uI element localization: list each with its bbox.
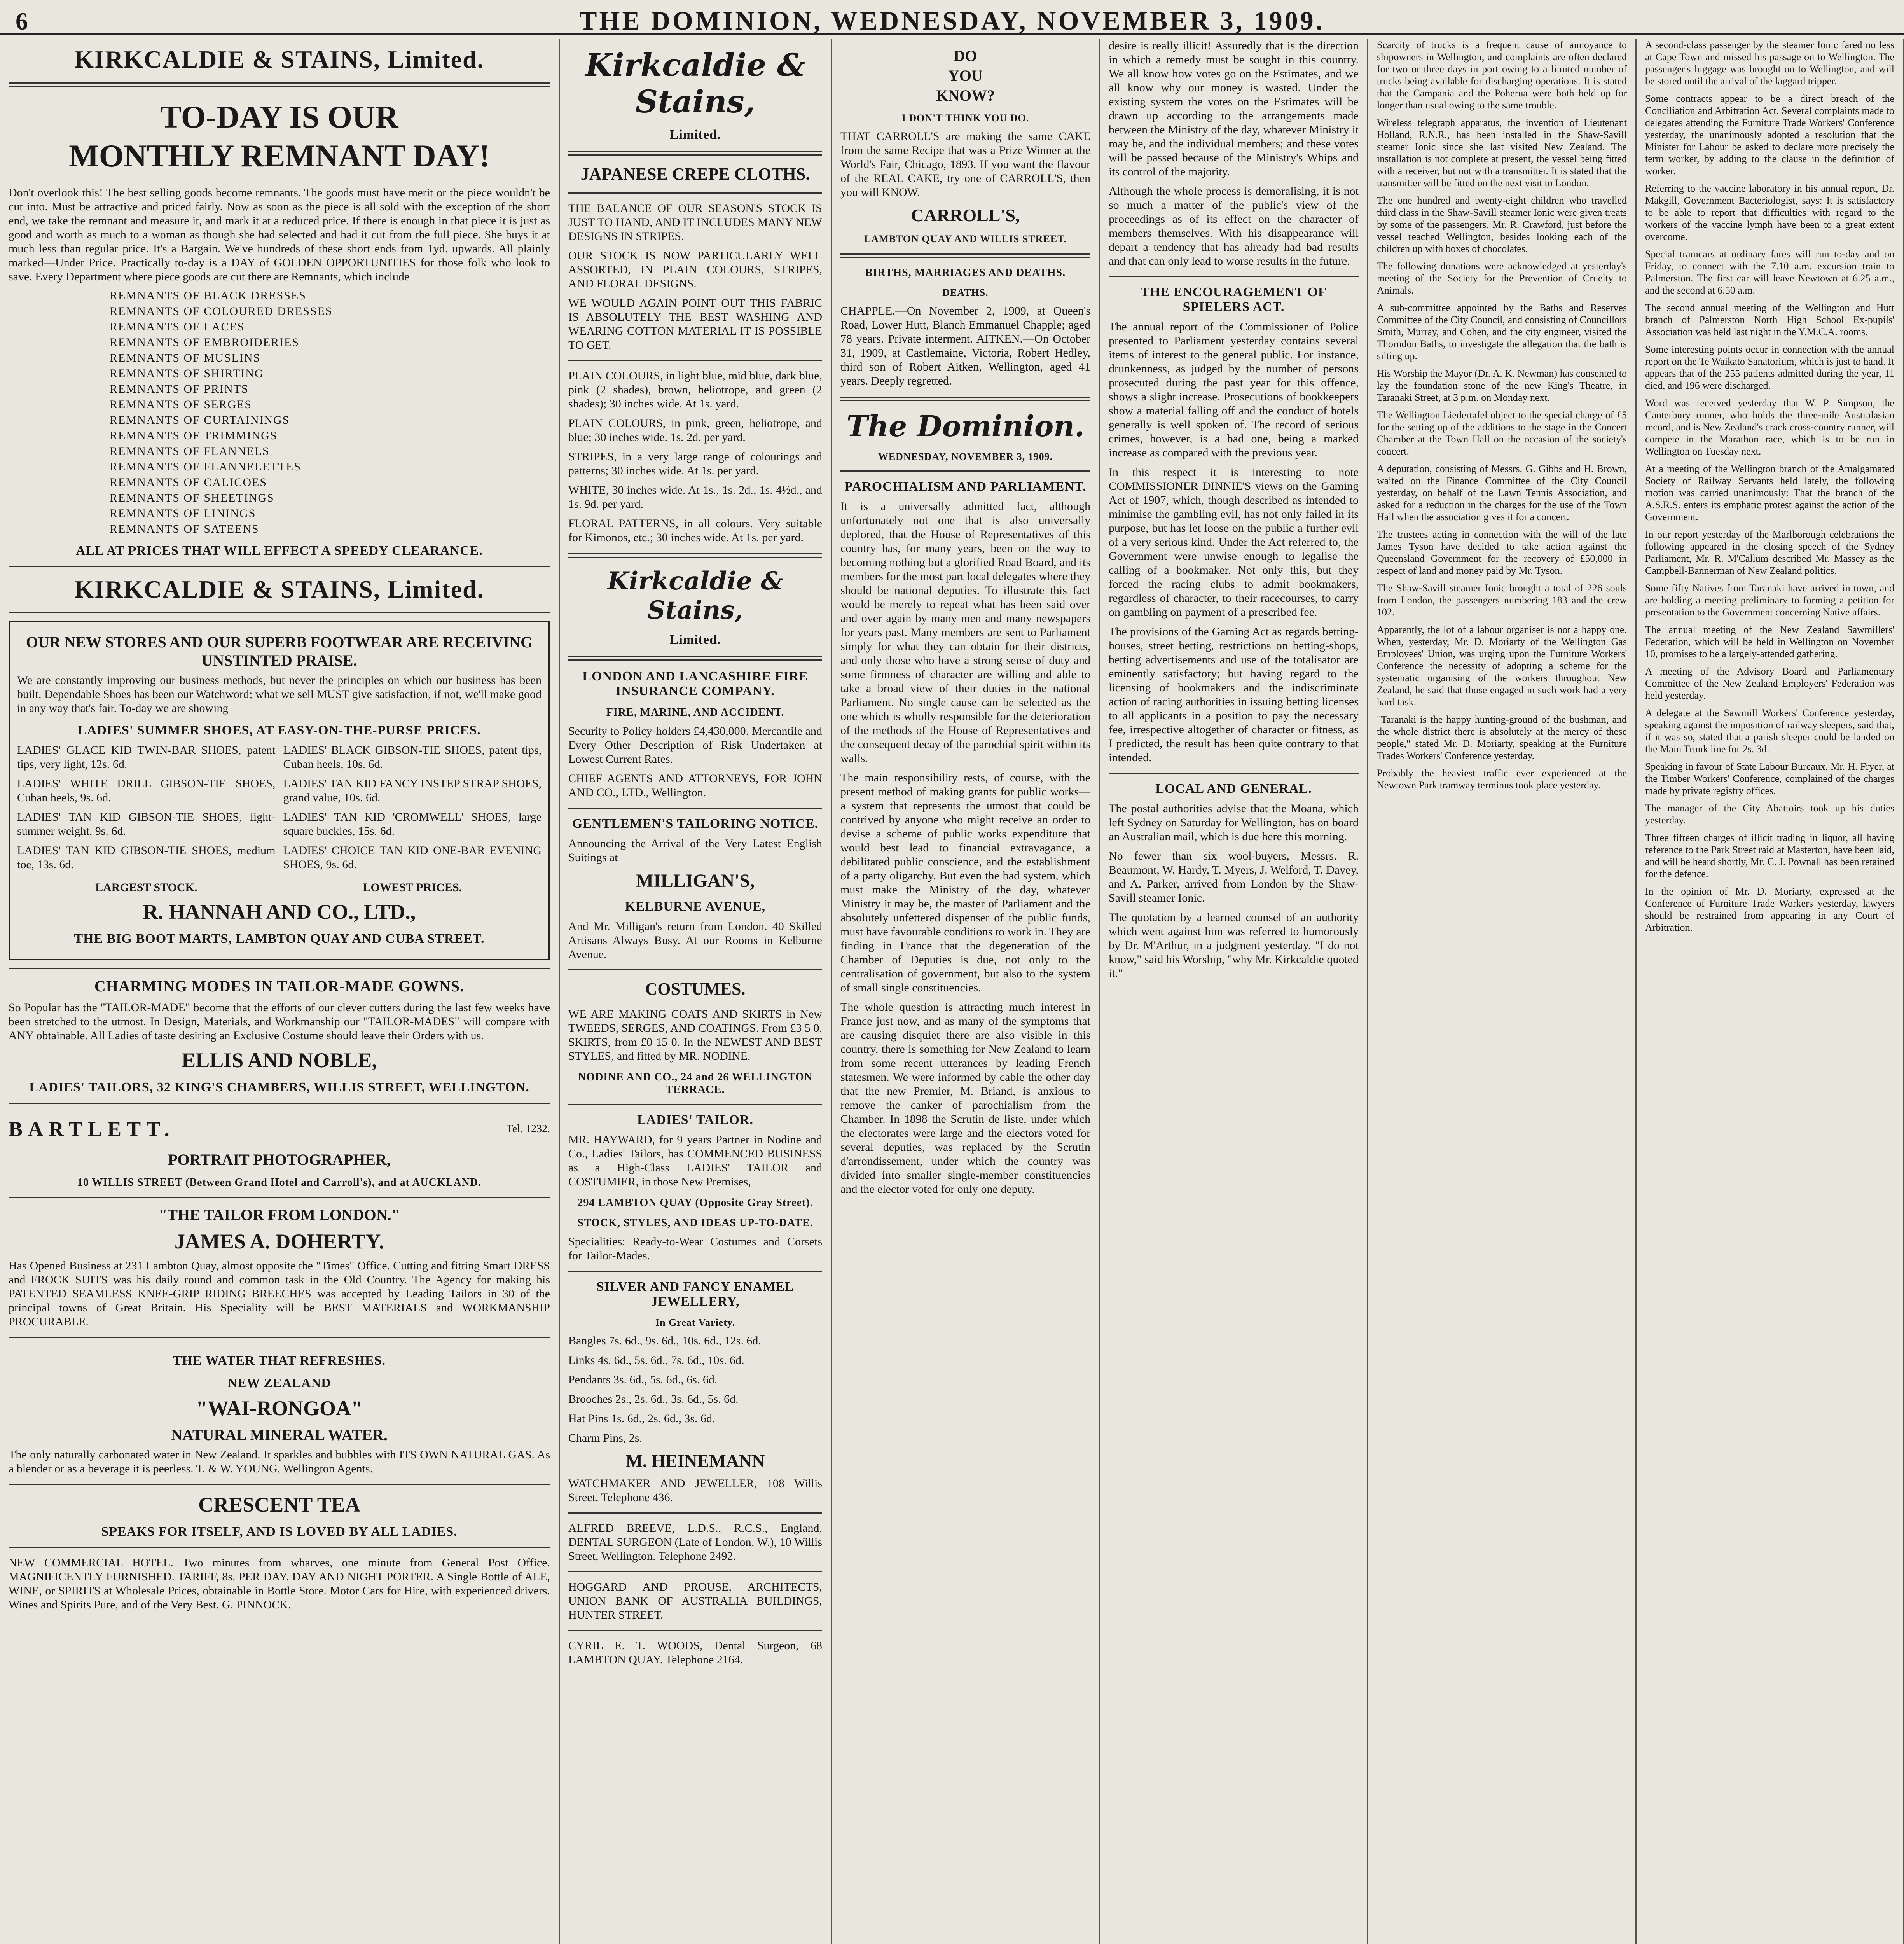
- news-paragraph: Three fifteen charges of illicit trading in liquor, all having reference to the Park Street raid at Masterton, have been laid, and will be heard shortly, Mr. C. J. Pownall has been retained for the defence.: [1645, 832, 1894, 879]
- news-paragraph: His Worship the Mayor (Dr. A. K. Newman) has consented to lay the foundation stone of the new King's Theatre, in Taranaki Street, at 3 p.m. on Monday next.: [1377, 368, 1627, 403]
- column-news-1: [1100, 39, 1368, 1944]
- tailoring-title: GENTLEMEN'S TAILORING NOTICE.: [572, 816, 819, 831]
- remnant-item: REMNANTS OF FLANNELS: [110, 445, 270, 458]
- divider: [568, 808, 822, 809]
- japanese-text: THE BALANCE OF OUR SEASON'S STOCK IS JUST TO HAND, AND IT INCLUDES MANY NEW DESIGNS IN STRIPES.: [568, 202, 822, 243]
- costumes-title: COSTUMES.: [645, 979, 746, 998]
- carroll-name: CARROLL'S,: [911, 205, 1020, 225]
- news-paragraph: A deputation, consisting of Messrs. G. Gibbs and H. Brown, waited on the Finance Committee of the City Council yesterday, on behalf of the Lawn Tennis Association, and asked for a reduction in the charges for the use of the Town Hall when the association gives it for a concert.: [1377, 463, 1627, 523]
- divider: [568, 1104, 822, 1105]
- bmd-title: BIRTHS, MARRIAGES AND DEATHS.: [865, 267, 1066, 279]
- tailoring-text: Announcing the Arrival of the Very Latest English Suitings at: [568, 837, 822, 864]
- ellis-noble: ELLIS AND NOBLE,: [182, 1049, 377, 1072]
- hotel-text: NEW COMMERCIAL HOTEL. Two minutes from wharves, one minute from General Post Office. MAGNIFICENTLY FURNISHED. TARIFF, 8s. PER DAY. DAY AND NIGHT PORTER. A Single Bottle of ALE, WINE, or SPIRITS at Wholesale Prices, obtainable in Bottle Store. Motor Cars for Hire, with experienced drivers. Wines and Spirits Pure, and of the Very Best. G. PINNOCK.: [9, 1556, 550, 1611]
- water-line: THE WATER THAT REFRESHES.: [173, 1353, 386, 1368]
- price-item: STRIPES, in a very large range of colourings and patterns; 30 inches wide. At 1s. per yard.: [568, 450, 822, 477]
- doherty-text: Has Opened Business at 231 Lambton Quay, almost opposite the "Times" Office. Cutting and fitting Smart DRESS and FROCK SUITS was his daily round and common task in the Old Country. The Agency for making his PATENTED SEAMLESS KNEE-GRIP RIDING BREECHES was accepted by Leading Tailors in 30 of the principal towns of Great Britain. His Speciality will be BEST MATERIALS and WORKMANSHIP PROCURABLE.: [9, 1259, 550, 1328]
- news-paragraph: The annual meeting of the New Zealand Sawmillers' Federation, which will be held in Wellington on November 10, promises to be a largely-attended gathering.: [1645, 624, 1894, 659]
- column-news-3: [1637, 39, 1904, 1944]
- paper-nameplate: The Dominion.: [846, 410, 1085, 443]
- news-paragraph: Wireless telegraph apparatus, the invention of Lieutenant Holland, R.N.R., has been installed in the Shaw-Savill steamer Ionic since she last visited New Zealand. The installation is not complete at present, the vessel being fitted with a receiver, but not with a transmitter. It is stated that the transmitter will be fitted on the next visit to London.: [1377, 117, 1627, 189]
- specialities: Specialities: Ready-to-Wear Costumes and Corsets for Tailor-Mades.: [568, 1235, 822, 1262]
- price-item: PLAIN COLOURS, in pink, green, heliotrope, and blue; 30 inches wide. 1s. 2d. per yard.: [568, 417, 822, 444]
- stores-text: We are constantly improving our business methods, but never the principles on which our business has been built. Dependable Shoes has been our Watchword; what we sell MUST give satisfaction, if not, we'll make good in any way that's fair. To-day we are showing: [17, 674, 542, 715]
- leader-paragraph: The main responsibility rests, of course, with the present method of making grants for public works—a system that represents the utmost that could be contrived by anyone who might receive an order to devise a scheme of public works expenditure that would best lead to financial extravagance, a debilitated public conscience, and the establishment of a party oligarchy. But even the bad system, which must make the Ministry of the day, whatever Ministry it may be, the master of Parliament and the absolutely unfettered dispenser of the public funds, must have favourable conditions to work in. They are finding in France that the degeneration of the Chamber of Deputies is due, not only to the centralisation of government, but also to the system of small single constituencies.: [840, 771, 1090, 994]
- divider: [9, 1103, 550, 1104]
- remnant-item: REMNANTS OF TRIMMINGS: [110, 429, 278, 442]
- milligan-address: KELBURNE AVENUE,: [625, 899, 766, 914]
- hannah-name: R. HANNAH AND CO., LTD.,: [143, 900, 416, 923]
- charming-text: So Popular has the "TAILOR-MADE" become that the efforts of our clever cutters during the last few weeks have been stretched to the utmost. In Design, Materials, and Workmanship our "TAILOR-MADES" will compare with ANY obtainable. All Ladies of taste desiring an Exclusive Costume should leave their Orders with us.: [9, 1001, 550, 1042]
- kirkcaldie-script-footer: Kirkcaldie & Stains,: [607, 566, 783, 625]
- column-news-2: [1368, 39, 1637, 1944]
- stock-text: OUR STOCK IS NOW PARTICULARLY WELL ASSORTED, IN PLAIN COLOURS, STRIPES, AND FLORAL DESIGNS.: [568, 249, 822, 290]
- deaths-text: CHAPPLE.—On November 2, 1909, at Queen's Road, Lower Hutt, Blanch Emmanuel Chapple; aged 78 years. Private interment. AITKEN.—On October 31, 1909, at Castlemaine, Victoria, Robert Hedley, third son of Robert Aitken, Wellington, aged 41 years. Deeply regretted.: [840, 304, 1090, 387]
- kirkcaldie-limited-footer: Limited.: [669, 633, 721, 647]
- news-paragraph: In our report yesterday of the Marlborough celebrations the following appeared in the closing speech of the Sydney Parliament, Mr. R. M'Callum described Mr. Massey as the Campbell-Bannerman of New Zealand politics.: [1645, 529, 1894, 576]
- column-advertisements-mid: [560, 39, 832, 1944]
- remnant-item: REMNANTS OF SATEENS: [110, 523, 259, 535]
- ellis-address: LADIES' TAILORS, 32 KING'S CHAMBERS, WILLIS STREET, WELLINGTON.: [29, 1080, 529, 1094]
- encourage-paragraph: The annual report of the Commissioner of Police presented to Parliament yesterday contains several items of interest to the general public. For instance, drunkenness, as judged by the number of persons prosecuted during the past year for this offence, shows a slight increase. Prosecutions of bookkeepers show a material falling off and the conduct of hotels generally is well spoken of. The record of serious crimes, however, is a bad one, being a marked increase as compared with the previous year.: [1109, 320, 1359, 459]
- news-paragraph: A meeting of the Advisory Board and Parliamentary Committee of the New Zealand Employers' Federation was held yesterday.: [1645, 666, 1894, 701]
- bartlett-tel: Tel. 1232.: [506, 1123, 550, 1135]
- news-paragraph: The second annual meeting of the Wellington and Hutt branch of Palmerston North High School Ex-pupils' Association was held last night in the Y.M.C.A. rooms.: [1645, 302, 1894, 337]
- column-editorial: [832, 39, 1100, 1944]
- water-text: The only naturally carbonated water in New Zealand. It sparkles and bubbles with ITS OWN NATURAL GAS. As a blender or as a beverage it is peerless. T. & W. YOUNG, Wellington Agents.: [9, 1448, 550, 1475]
- hayward-text: MR. HAYWARD, for 9 years Partner in Nodine and Co., Ladies' Tailors, has COMMENCED BUSINESS as a High-Class LADIES' TAILOR and COSTUMIER, in those New Premises,: [568, 1133, 822, 1188]
- insurance-text: Security to Policy-holders £4,430,000. Mercantile and Every Other Description of Risk Undertaken at Lowest Current Rates.: [568, 725, 822, 766]
- divider: [568, 151, 822, 156]
- jewellery-item: Hat Pins 1s. 6d., 2s. 6d., 3s. 6d.: [568, 1412, 715, 1425]
- shoe-item: LADIES' TAN KID FANCY INSTEP STRAP SHOES, grand value, 10s. 6d.: [283, 777, 542, 804]
- kirkcaldie-limited: Limited.: [669, 128, 721, 142]
- news-paragraph: A sub-committee appointed by the Baths and Reserves Committee of the City Council, and consisting of Councillors Smith, Murray, and Cohen, and the city engineer, visited the Thorndon Baths, to investigate the allegation that the bath is silting up.: [1377, 302, 1627, 362]
- hayward-address: 294 LAMBTON QUAY (Opposite Gray Street).: [577, 1197, 813, 1209]
- price-item: FLORAL PATTERNS, in all colours. Very suitable for Kimonos, etc.; 30 inches wide. At 1s. per yard.: [568, 517, 822, 544]
- tailor-title: "THE TAILOR FROM LONDON.": [159, 1206, 400, 1224]
- tea-sub: SPEAKS FOR ITSELF, AND IS LOVED BY ALL LADIES.: [101, 1524, 458, 1539]
- shoes-heading: LADIES' SUMMER SHOES, AT EASY-ON-THE-PURSE PRICES.: [78, 723, 481, 738]
- news-paragraph: At a meeting of the Wellington branch of the Amalgamated Society of Railway Servants held lately, the following motion was carried unanimously: That the branch of the A.S.R.S. enters its emphatic protest against the action of the Government.: [1645, 463, 1894, 523]
- stores-title: OUR NEW STORES AND OUR SUPERB FOOTWEAR ARE RECEIVING UNSTINTED PRAISE.: [26, 633, 533, 669]
- bartlett-address: 10 WILLIS STREET (Between Grand Hotel and Carroll's), and at AUCKLAND.: [77, 1177, 482, 1189]
- divider: [840, 253, 1090, 258]
- divider: [568, 192, 822, 194]
- charming-title: CHARMING MODES IN TAILOR-MADE GOWNS.: [94, 977, 465, 995]
- news-paragraph: Some interesting points occur in connection with the annual report on the Te Waikato Sanatorium, which is just to hand. It appears that of the 255 patients admitted during the year, 11 died, and 196 were discharged.: [1645, 344, 1894, 391]
- remnant-item: REMNANTS OF CALICOES: [110, 476, 267, 489]
- remnant-item: REMNANTS OF FLANNELETTES: [110, 460, 302, 473]
- divider: [568, 1630, 822, 1631]
- insurance-sub: FIRE, MARINE, AND ACCIDENT.: [606, 706, 784, 719]
- carroll-top-line: YOU: [948, 67, 983, 84]
- carroll-top-line: DO: [954, 47, 977, 65]
- remnant-item: REMNANTS OF CURTAININGS: [110, 414, 290, 427]
- remnant-item: REMNANTS OF MUSLINS: [110, 351, 261, 364]
- remnant-item: REMNANTS OF PRINTS: [110, 383, 249, 395]
- remnant-item: REMNANTS OF BLACK DRESSES: [110, 289, 306, 302]
- jewellery-item: Pendants 3s. 6d., 5s. 6d., 6s. 6d.: [568, 1373, 718, 1386]
- news-paragraph: Some contracts appear to be a direct breach of the Conciliation and Arbitration Act. Several complaints made to delegates attending the Furniture Trade Workers' Conference yesterday, the unanimously adopted a resolution that the Minister for Labour be asked to declare more precisely the term worker, by adding to the clause in the definition of worker.: [1645, 93, 1894, 177]
- divider: [9, 82, 550, 87]
- carroll-top-line: KNOW?: [936, 87, 995, 104]
- divider: [568, 1571, 822, 1572]
- divider: [9, 968, 550, 969]
- local-paragraph: No fewer than six wool-buyers, Messrs. R. Beaumont, W. Hardy, T. Myers, J. Welford, T. Davey, and A. Parker, arrived from London by the Shaw-Savill steamer Ionic.: [1109, 850, 1359, 904]
- divider: [568, 360, 822, 361]
- leader-paragraph: The whole question is attracting much interest in France just now, and as many of the symptoms that are causing disquiet there are also visible in this country, there is something for New Zealand to learn from some recent utterances by leading French statesmen. We were informed by cable the other day that the new Premier, M. Briand, is anxious to remove the canker of parochialism from the Chamber. In 1898 the Scrutin de liste, under which the electorates were large and the electors voted for several deputies, was replaced by the Scrutin d'arrondissement, under which the country was divided into smaller single-member constituencies and the elector voted for only one deputy.: [840, 1001, 1090, 1196]
- lowest-prices: LOWEST PRICES.: [363, 881, 462, 894]
- crescent-tea: CRESCENT TEA: [198, 1493, 360, 1516]
- fabric-text: WE WOULD AGAIN POINT OUT THIS FABRIC IS ABSOLUTELY THE BEST WASHING AND WEARING COTTON MATERIAL IT IS POSSIBLE TO GET.: [568, 297, 822, 351]
- article-paragraph: Although the whole process is demoralising, it is not so much a matter of the public's view of the proceedings as of its effect on the character of members themselves. With his disappearance will depart a tendency that has already had bad results and that can only lead to worse results in the future.: [1109, 185, 1359, 267]
- newspaper-title: THE DOMINION, WEDNESDAY, NOVEMBER 3, 1909.: [579, 6, 1325, 35]
- divider: [9, 612, 550, 613]
- news-paragraph: The trustees acting in connection with the will of the late James Tyson have decided to take action against the Queensland Government for the recovery of £50,000 in respect of land and money paid by Mr. Tyson.: [1377, 529, 1627, 576]
- divider: [568, 1512, 822, 1514]
- masthead: [0, 0, 1904, 35]
- news-paragraph: Word was received yesterday that W. P. Simpson, the Canterbury runner, who holds the three-mile Australasian record, and is New Zealand's crack cross-country runner, will compete in the Marathon race, which is to be run in Wellington on Tuesday next.: [1645, 397, 1894, 457]
- carroll-address: LAMBTON QUAY AND WILLIS STREET.: [864, 233, 1067, 245]
- water-sub: NATURAL MINERAL WATER.: [171, 1426, 388, 1444]
- news-paragraph: Some fifty Natives from Taranaki have arrived in town, and are holding a meeting preliminary to forming a petition for presentation to the Government concerning Native affairs.: [1645, 582, 1894, 618]
- news-paragraph: Special tramcars at ordinary fares will run to-day and on Friday, to connect with the 7.10 a.m. excursion train to Palmerston. The first car will leave Newtown at 6.25 a.m., and the second at 6.50 a.m.: [1645, 248, 1894, 296]
- divider: [568, 553, 822, 558]
- news-paragraph: The manager of the City Abattoirs took up his duties yesterday.: [1645, 802, 1894, 826]
- news-paragraph: "Taranaki is the happy hunting-ground of the bushman, and the whole district there is absolutely at the mercy of these people," stated Mr. D. Moriarty, speaking at the Furniture Trades Workers' Conference yesterday.: [1377, 714, 1627, 761]
- news-paragraph: A delegate at the Sawmill Workers' Conference yesterday, speaking against the imposition of railway sleepers, said that, if it was so, stated that a parish sleeper could be landed on the Main Trunk line for 2s. 3d.: [1645, 707, 1894, 755]
- largest-stock: LARGEST STOCK.: [95, 881, 197, 894]
- stock-style: STOCK, STYLES, AND IDEAS UP-TO-DATE.: [577, 1217, 813, 1229]
- price-item: WHITE, 30 inches wide. At 1s., 1s. 2d., 1s. 4½d., and 1s. 9d. per yard.: [568, 484, 822, 510]
- shoe-item: LADIES' GLACE KID TWIN-BAR SHOES, patent tips, very light, 12s. 6d.: [17, 744, 276, 771]
- news-paragraph: The following donations were acknowledged at yesterday's meeting of the Society for the Prevention of Cruelty to Animals.: [1377, 260, 1627, 296]
- news-paragraph: Apparently, the lot of a labour organiser is not a happy one. When, yesterday, Mr. D. Moriarty of the Wellington Gas Employees' Union, was urging upon the Furniture Workers' Conference the necessity of adopting a scheme for the systematic organising of the workers throughout New Zealand, he said that those engaged in such work had a very hard task.: [1377, 624, 1627, 708]
- heinemann: M. HEINEMANN: [625, 1451, 765, 1471]
- headline-remnant-day: MONTHLY REMNANT DAY!: [69, 138, 490, 173]
- remnant-item: REMNANTS OF LININGS: [110, 507, 256, 520]
- leader-paragraph: It is a universally admitted fact, although unfortunately not one that is also universally deplored, that the House of Representatives of this country has, for many years, been on the way to becoming nothing but a glorified Road Board, and its members for the most part local delegates where they should be national deputies. To illustrate this fact would be merely to repeat what has been said over and over again by many men and many newspapers for years past. Many members are sent to Parliament simply for what they can obtain for their districts, and only those who have a strong sense of duty and some firmness of character are willing and able to take a broad view of their duties in the national Parliament. No single cause can be selected as the one which is wholly responsible for the deterioration of the methods of the House of Representatives and the consequent decay of the parochial spirit within its walls.: [840, 500, 1090, 765]
- column-advertisements-left: [0, 39, 560, 1944]
- costumes-text: WE ARE MAKING COATS AND SKIRTS in New TWEEDS, SERGES, AND COATINGS. From £3 5 0. SKIRTS, from £0 15 0. In the NEWEST AND BEST STYLES, and fitted by MR. NODINE.: [568, 1008, 822, 1063]
- divider: [568, 969, 822, 970]
- kirkcaldie-header: KIRKCALDIE & STAINS, Limited.: [74, 45, 484, 73]
- shoe-item: LADIES' TAN KID GIBSON-TIE SHOES, medium toe, 13s. 6d.: [17, 844, 276, 871]
- jewellery-title: SILVER AND FANCY ENAMEL JEWELLERY,: [596, 1280, 794, 1309]
- wairongoa: "WAI-RONGOA": [196, 1397, 363, 1420]
- remnant-item: REMNANTS OF SHEETINGS: [110, 491, 274, 504]
- kirkcaldie-script-header: Kirkcaldie & Stains,: [585, 47, 805, 120]
- divider: [568, 656, 822, 661]
- japanese-title: JAPANESE CREPE CLOTHS.: [580, 164, 810, 184]
- news-paragraph: In the opinion of Mr. D. Moriarty, expressed at the Conference of Furniture Trade Workers yesterday, lawyers should be restrained from appearing in any Court of Arbitration.: [1645, 886, 1894, 933]
- heinemann-sub: WATCHMAKER AND JEWELLER, 108 Willis Street. Telephone 436.: [568, 1477, 822, 1504]
- remnant-item: REMNANTS OF SERGES: [110, 398, 252, 411]
- milligan-text: And Mr. Milligan's return from London. 40 Skilled Artisans Always Busy. At our Rooms in Kelburne Avenue.: [568, 920, 822, 961]
- clearance-note: ALL AT PRICES THAT WILL EFFECT A SPEEDY CLEARANCE.: [76, 544, 483, 558]
- doherty-name: JAMES A. DOHERTY.: [174, 1230, 384, 1253]
- insurance-title: LONDON AND LANCASHIRE FIRE INSURANCE COMPANY.: [582, 669, 808, 698]
- bartlett-name: BARTLETT.: [9, 1117, 175, 1141]
- bartlett-row: [9, 1112, 550, 1147]
- shoe-item: LADIES' TAN KID GIBSON-TIE SHOES, light-summer weight, 9s. 6d.: [17, 811, 276, 837]
- remnant-list: [9, 289, 550, 536]
- divider: [568, 1271, 822, 1272]
- divider: [840, 397, 1090, 401]
- divider: [9, 1337, 550, 1338]
- encourage-paragraph: In this respect it is interesting to note COMMISSIONER DINNIE'S views on the Gaming Act of 1907, which, though described as intended to minimise the gambling evil, has not only failed in its purpose, but has let loose on the public a further evil of a very serious kind. Under the Act referred to, the Government were unwise enough to legalise the calling of a bookmaker. Not only this, but they forced the racing clubs to admit bookmakers, regardless of character, to their racecourses, to carry on gambling on payment of a prescribed fee.: [1109, 466, 1359, 619]
- water-line: NEW ZEALAND: [227, 1376, 331, 1390]
- page-number: 6: [16, 7, 28, 35]
- news-paragraph: The Shaw-Savill steamer Ionic brought a total of 226 souls from London, the passengers numbering 183 and the crew 102.: [1377, 582, 1627, 618]
- water-ad: [9, 1346, 550, 1617]
- shoes-list: [17, 743, 542, 877]
- remnant-item: REMNANTS OF LACES: [110, 320, 245, 333]
- remnant-item: REMNANTS OF COLOURED DRESSES: [110, 305, 333, 318]
- remnant-item: REMNANTS OF SHIRTING: [110, 367, 264, 380]
- hoggard: HOGGARD AND PROUSE, ARCHITECTS, UNION BANK OF AUSTRALIA BUILDINGS, HUNTER STREET.: [568, 1580, 822, 1621]
- milligan: MILLIGAN'S,: [636, 871, 755, 891]
- ladies-tailor-title: LADIES' TAILOR.: [637, 1113, 754, 1127]
- carroll-top-line: I DON'T THINK YOU DO.: [901, 112, 1029, 124]
- shoe-item: LADIES' CHOICE TAN KID ONE-BAR EVENING SHOES, 9s. 6d.: [283, 844, 542, 871]
- divider: [9, 1484, 550, 1485]
- bartlett-sub: PORTRAIT PHOTOGRAPHER,: [168, 1151, 391, 1168]
- remnant-intro: Don't overlook this! The best selling goods become remnants. The goods must have merit or the piece wouldn't be cut into. Must be attractive and priced fairly. Now as soon as the piece is all sold with the exception of the short end, we take the remnant and measure it, and mark it at a reduced price. If there is enough in that piece it is just as good and worth as much to a woman as though she had selected and had it cut from the full piece. She buys it at much less than regular price. It's a Bargain. We've hundreds of these short ends from 1yd. upwards. All plainly marked—Under Price. Practically to-day is a DAY of GOLDEN OPPORTUNITIES for those folk who look to save. Every Department where piece goods are cut there are Remnants, which include: [9, 186, 550, 283]
- news-paragraph: Probably the heaviest traffic ever experienced at the Newtown Park tramway terminus took place yesterday.: [1377, 767, 1627, 791]
- kirkcaldie-footer: KIRKCALDIE & STAINS, Limited.: [74, 575, 484, 603]
- shoe-item: LADIES' BLACK GIBSON-TIE SHOES, patent tips, Cuban heels, 10s. 6d.: [283, 744, 542, 771]
- jewellery-sub: In Great Variety.: [655, 1317, 735, 1328]
- carroll-text: THAT CARROLL'S are making the same CAKE from the same Recipe that was a Prize Winner at the World's Fair, Chicago, 1893. If you want the flavour of the REAL CAKE, try one of CARROLL'S, then you will KNOW.: [840, 130, 1090, 199]
- divider: [840, 470, 1090, 472]
- remnant-item: REMNANTS OF EMBROIDERIES: [110, 336, 300, 349]
- divider: [1109, 276, 1359, 277]
- news-paragraph: Speaking in favour of State Labour Bureaux, Mr. H. Fryer, at the Timber Workers' Conference, complained of the charges made by private registry offices.: [1645, 761, 1894, 796]
- headline-today: TO-DAY IS OUR: [160, 99, 398, 135]
- insurance-agents: CHIEF AGENTS AND ATTORNEYS, FOR JOHN AND CO., LTD., Wellington.: [568, 772, 822, 799]
- price-item: PLAIN COLOURS, in light blue, mid blue, dark blue, pink (2 shades), brown, heliotrope, and green (2 shades); 30 inches wide. At 1s. yard.: [568, 369, 822, 410]
- divider: [9, 1197, 550, 1198]
- shoe-item: LADIES' WHITE DRILL GIBSON-TIE SHOES, Cuban heels, 9s. 6d.: [17, 777, 276, 804]
- stock-price-row: [17, 881, 542, 894]
- local-paragraph: The quotation by a learned counsel of an authority which went against him was referred to humorously by Dr. M'Arthur, in a judgment yesterday. "I do not know," said his Worship, "why Mr. Kirkcaldie quoted it.": [1109, 911, 1359, 980]
- woods: CYRIL E. T. WOODS, Dental Surgeon, 68 LAMBTON QUAY. Telephone 2164.: [568, 1639, 822, 1666]
- breeve: ALFRED BREEVE, L.D.S., R.C.S., England, DENTAL SURGEON (Late of London, W.), 10 Willis Street, Wellington. Telephone 2492.: [568, 1522, 822, 1563]
- jewellery-item: Bangles 7s. 6d., 9s. 6d., 10s. 6d., 12s. 6d.: [568, 1334, 761, 1347]
- lower-ads: [9, 1346, 550, 1617]
- encourage-paragraph: The provisions of the Gaming Act as regards betting-houses, street betting, restrictions on betting-shops, betting advertisements and use of the totalisator are eminently satisfactory; but having regard to the licensing of bookmakers and the indiscriminate action of racing authorities in issuing betting licenses to all applicants in a position to pay the necessary fee, irrespective altogether of character or fitness, as I predicted, the result has been quite contrary to that intended.: [1109, 625, 1359, 764]
- shoe-item: LADIES' TAN KID 'CROMWELL' SHOES, large square buckles, 15s. 6d.: [283, 811, 542, 837]
- news-paragraph: Scarcity of trucks is a frequent cause of annoyance to shipowners in Wellington, and complaints are often declared for two or three days in port owing to a limited number of trucks being available for discharging operations. It is stated that the Campania and the Poherua were both held up for longer than usual owing to the same trouble.: [1377, 39, 1627, 111]
- news-paragraph: The one hundred and twenty-eight children who travelled third class in the Shaw-Savill steamer Ionic were given treats by some of the passengers. Mr. R. Crawford, just before the vessel reached Wellington, besides looking each of the children up with boxes of chocolates.: [1377, 195, 1627, 254]
- leader-title: PAROCHIALISM AND PARLIAMENT.: [844, 479, 1087, 494]
- hannah-footwear-ad: [9, 621, 550, 960]
- paper-date: WEDNESDAY, NOVEMBER 3, 1909.: [878, 451, 1053, 462]
- encourage-title: THE ENCOURAGEMENT OF SPIELERS ACT.: [1141, 285, 1327, 314]
- jewellery-item: Links 4s. 6d., 5s. 6d., 7s. 6d., 10s. 6d.: [568, 1354, 744, 1367]
- jewellery-item: Brooches 2s., 2s. 6d., 3s. 6d., 5s. 6d.: [568, 1393, 739, 1406]
- hannah-address: THE BIG BOOT MARTS, LAMBTON QUAY AND CUBA STREET.: [74, 932, 485, 946]
- jewellery-item: Charm Pins, 2s.: [568, 1432, 643, 1444]
- news-paragraph: Referring to the vaccine laboratory in his annual report, Dr. Makgill, Government Bacteriologist, says: It is satisfactory to be able to report that difficulties with regard to the workers of the vaccine lymph have been to a great extent overcome.: [1645, 183, 1894, 242]
- nodine: NODINE AND CO., 24 and 26 WELLINGTON TERRACE.: [578, 1071, 812, 1096]
- divider: [1109, 773, 1359, 774]
- news-paragraph: The Wellington Liedertafel object to the special charge of £5 for the setting up of the additions to the stage in the Concert Chamber at the Town Hall on the occasion of the society's concert.: [1377, 409, 1627, 457]
- deaths-label: DEATHS.: [942, 287, 989, 298]
- article-paragraph: desire is really illicit! Assuredly that is the direction in which a remedy must be sought in this country. We all know how votes go on the Estimates, and we all know why our money is wasted. Under the existing system the votes on the Estimates will be drawn up according to the arrangements made between the Ministry of the day, whatever Ministry it may be, and the individual members; and these votes will be passed because of the Ministry's Whips and its control of the majority.: [1109, 39, 1359, 178]
- news-paragraph: A second-class passenger by the steamer Ionic fared no less at Cape Town and missed his passage on to Wellington. The passenger's luggage was brought on to Wellington, and will be stored until the arrival of the laggard tripper.: [1645, 39, 1894, 87]
- local-title: LOCAL AND GENERAL.: [1155, 781, 1312, 796]
- divider: [9, 566, 550, 567]
- divider: [9, 1547, 550, 1548]
- local-paragraph: The postal authorities advise that the Moana, which left Sydney on Saturday for Wellington, has on board an Australian mail, which is due here this morning.: [1109, 802, 1359, 843]
